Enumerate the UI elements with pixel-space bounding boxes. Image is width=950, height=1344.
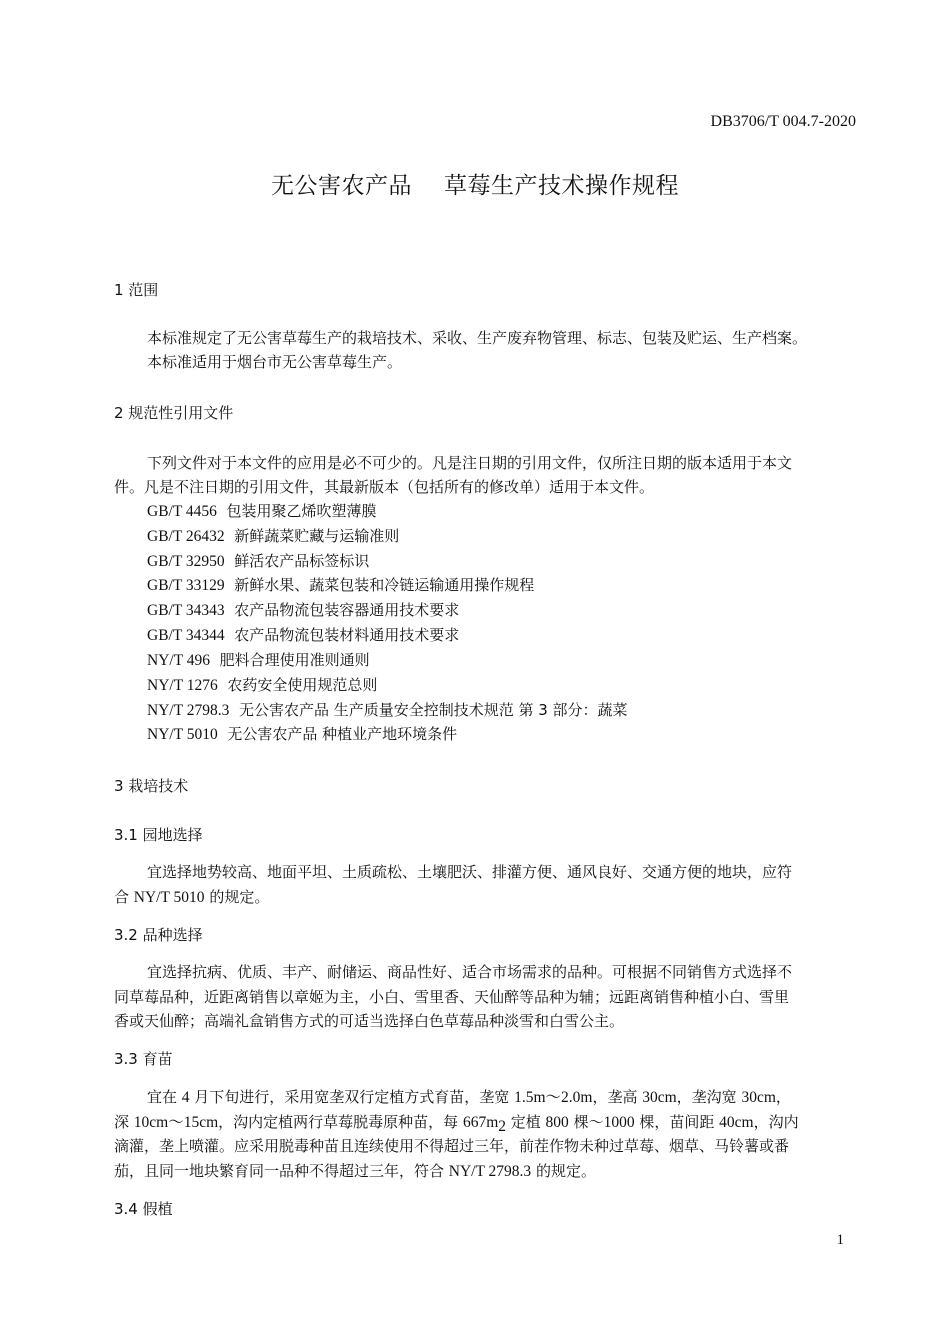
number: 1000 [603,1114,635,1131]
reference-item [147,499,854,524]
number: 30cm [741,1089,776,1106]
reference-item [147,524,854,549]
number: 667m [462,1114,499,1131]
text-run: 月下旬进行，采用宽垄双行定植方式育苗，垄宽 [189,1088,515,1106]
section-2-heading: 2 规范性引用文件 [114,404,234,422]
section-3-3-line-3: 滴灌，垄上喷灌。应采用脱毒种苗且连续使用不得超过三年，前茬作物未种过草莓、烟草、马铃薯或番 [114,1137,790,1155]
reference-title: 农药安全使用规范总则 [227,676,378,694]
section-3-1-line-2 [114,885,854,910]
section-3-2-line-3: 香或天仙醉；高端礼盒销售方式的可适当选择白色草莓品种淡雪和白雪公主。 [114,1012,625,1030]
reference-title: 肥料合理使用准则通则 [219,651,370,669]
section-3-3-line-1 [147,1085,854,1110]
reference-title: 新鲜蔬菜贮藏与运输准则 [234,527,400,545]
reference-item [147,698,854,723]
section-1-heading: 1 范围 [114,281,159,299]
text-run: 合 [114,888,134,906]
text-run: ，沟内定植两行草莓脱毒原种苗，每 [218,1113,463,1131]
section-2-intro-line-2: 件。凡是不注日期的引用文件，其最新版本（包括所有的修改单）适用于本文件。 [114,478,655,496]
reference-item [147,623,854,648]
reference-item [147,598,854,623]
text-run: 定植 [506,1113,546,1131]
section-3-1-heading: 3.1 园地选择 [114,826,203,844]
reference-code: GB/T 34343 [147,602,225,619]
section-3-4-heading: 3.4 假植 [114,1200,173,1218]
reference-title: 新鲜水果、蔬菜包装和冷链运输通用操作规程 [234,576,535,594]
number: 1.5m～2.0m [514,1089,593,1106]
reference-code: NY/T 1276 [147,677,218,694]
text-run: 棵，苗间距 [634,1113,720,1131]
reference-title: 无公害农产品 生产质量安全控制技术规范 第 3 部分：蔬菜 [238,701,628,719]
reference-code: GB/T 32950 [147,553,225,570]
number: 40cm [719,1114,754,1131]
reference-title: 鲜活农产品标签标识 [234,552,370,570]
text-run: ， [775,1088,791,1106]
reference-item [147,549,854,574]
reference-code: GB/T 34344 [147,627,225,644]
reference-title: 农产品物流包装材料通用技术要求 [234,626,460,644]
reference-code: GB/T 33129 [147,577,225,594]
reference-item [147,648,854,673]
section-2-intro-line-1: 下列文件对于本文件的应用是必不可少的。凡是注日期的引用文件，仅所注日期的版本适用于本文 [147,454,793,472]
number: 4 [181,1089,190,1106]
section-3-heading: 3 栽培技术 [114,777,189,795]
reference-item [147,722,854,747]
page-number: 1 [836,1232,844,1248]
section-1-paragraph-1: 本标准规定了无公害草莓生产的栽培技术、采收、生产废弃物管理、标志、包装及贮运、生产档案。 [147,329,808,347]
standard-code: NY/T 2798.3 [448,1163,532,1180]
text-run: 的规定。 [531,1162,596,1180]
reference-title: 无公害农产品 种植业产地环境条件 [227,725,458,743]
title-part-2: 草莓生产技术操作规程 [444,173,679,199]
title-part-1: 无公害农产品 [271,173,412,199]
text-run: ，沟内 [753,1113,799,1131]
text-run: ，垄沟宽 [676,1088,742,1106]
document-title [0,167,950,200]
section-3-3-line-4 [114,1159,854,1184]
text-run: 的规定。 [204,888,270,906]
reference-item [147,573,854,598]
reference-item [147,673,854,698]
section-3-2-heading: 3.2 品种选择 [114,926,203,944]
reference-code: NY/T 5010 [147,726,218,743]
section-1-paragraph-2: 本标准适用于烟台市无公害草莓生产。 [147,353,403,371]
text-run: 茄，且同一地块繁育同一品种不得超过三年，符合 [114,1162,449,1180]
text-run: ，垄高 [592,1088,643,1106]
standard-code: NY/T 5010 [133,889,205,906]
document-code: DB3706/T 004.7-2020 [710,113,856,130]
number: 30cm [642,1089,677,1106]
section-3-2-line-1: 宜选择抗病、优质、丰产、耐储运、商品性好、适合市场需求的品种。可根据不同销售方式选择不 [147,963,793,981]
number: 800 [545,1114,569,1131]
number: 10cm～15cm [133,1114,219,1131]
reference-code: NY/T 496 [147,652,211,669]
reference-code: GB/T 26432 [147,528,225,545]
reference-title: 农产品物流包装容器通用技术要求 [234,601,460,619]
reference-code: NY/T 2798.3 [147,702,230,719]
subscript: 2 [498,1118,506,1135]
text-run: 棵～ [568,1113,604,1131]
reference-code: GB/T 4456 [147,503,217,520]
text-run: 深 [114,1113,134,1131]
section-3-3-heading: 3.3 育苗 [114,1050,173,1068]
section-3-2-line-2: 同草莓品种，近距离销售以章姬为主，小白、雪里香、天仙醉等品种为辅；远距离销售种植小白、雪里 [114,988,790,1006]
reference-title: 包装用聚乙烯吹塑薄膜 [226,502,377,520]
section-3-1-line-1: 宜选择地势较高、地面平坦、土质疏松、土壤肥沃、排灌方便、通风良好、交通方便的地块，应符 [147,863,793,881]
text-run: 宜在 [147,1088,182,1106]
